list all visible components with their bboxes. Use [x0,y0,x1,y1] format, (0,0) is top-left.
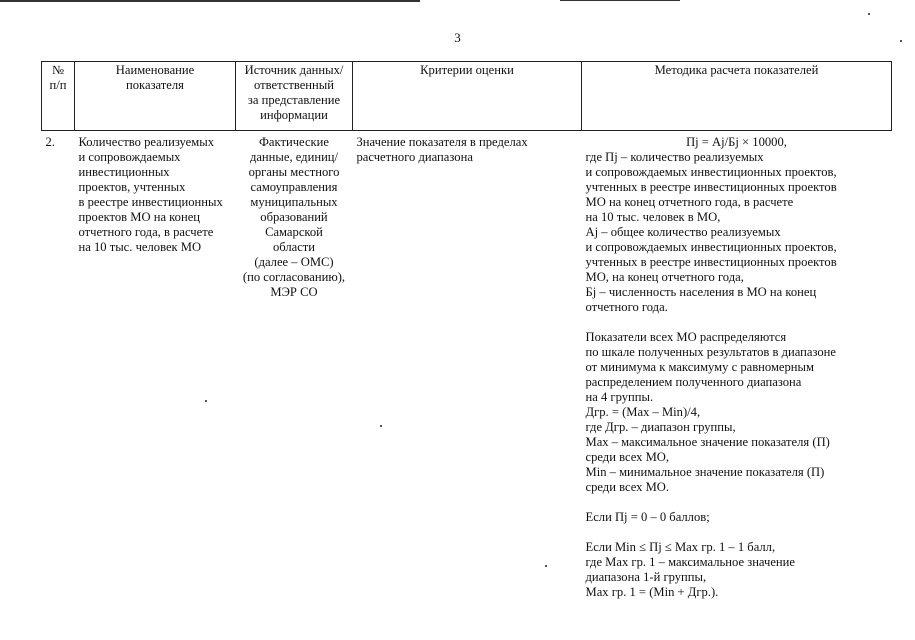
paragraph-gap [586,315,888,330]
data-source-cell [236,131,353,602]
header-line: Критерии оценки [420,63,514,77]
scan-edge-line [0,0,420,2]
header-source [236,62,353,131]
method-line: на 10 тыс. человек в МО, [585,210,721,224]
method-line: Если Min ≤ Пj ≤ Max гр. 1 – 1 балл, [585,540,776,554]
scan-speck [868,13,870,15]
method-line: Если Пj = 0 – 0 баллов; [585,510,710,524]
header-line: информации [260,108,328,122]
method-cell [582,131,892,602]
method-line: где Дгр. – диапазон группы, [585,420,736,434]
data-source-line: данные, единиц/ [249,150,339,164]
header-line: показателя [126,78,184,92]
table-header-row [42,62,892,131]
method-line: по шкале полученных результатов в диапазоне [585,345,837,359]
method-formula: Пj = Аj/Бj × 10000, [686,135,787,149]
method-line: от минимума к максимуму с равномерным [585,360,814,374]
data-source-line: органы местного [248,165,340,179]
criteria-cell [353,131,582,602]
indicator-name-line: и сопровождаемых [78,150,181,164]
header-line: № [51,63,65,77]
method-line: Дгр. = (Max – Min)/4, [585,405,701,419]
header-line: ответственный [254,78,334,92]
indicator-name-cell [75,131,236,602]
header-line: Источник данных/ [244,63,344,77]
header-line: п/п [49,78,67,92]
method-line: распределением полученного диапазона [585,375,802,389]
data-source-line: муниципальных [250,195,338,209]
data-source-line: МЭР СО [270,285,318,299]
row-number: 2. [45,135,55,149]
method-line: среди всех МО, [585,450,670,464]
method-line: учтенных в реестре инвестиционных проектов [585,180,837,194]
data-source-line: Фактические [258,135,329,149]
method-line: МО на конец отчетного года, в расчете [585,195,794,209]
method-line: МО, на конец отчетного года, [585,270,744,284]
criteria-line: расчетного диапазона [356,150,473,164]
method-line: Max – максимальное значение показателя (П) [585,435,830,449]
method-line: среди всех МО. [585,480,670,494]
method-line: Бj – численность населения в МО на конец [585,285,817,299]
method-line: Min – минимальное значение показателя (П) [585,465,825,479]
method-line: отчетного года. [585,300,668,314]
criteria-line: Значение показателя в пределах [356,135,528,149]
indicator-name-line: проектов, учтенных [78,180,186,194]
method-line: где Max гр. 1 – максимальное значение [585,555,796,569]
data-source-line: (по согласованию), [242,270,346,284]
header-method [582,62,892,131]
data-source-line: образований [260,210,328,224]
method-line: на 4 группы. [585,390,654,404]
indicator-name-line: инвестиционных [78,165,170,179]
method-line: учтенных в реестре инвестиционных проектов [585,255,837,269]
method-line: Аj – общее количество реализуемых [585,225,781,239]
paragraph-gap [586,525,888,540]
data-source-line: самоуправления [250,180,338,194]
method-line: и сопровождаемых инвестиционных проектов, [585,165,837,179]
header-line: Методика расчета показателей [654,63,819,77]
method-line: где Пj – количество реализуемых [585,150,764,164]
header-line: за представление [247,93,341,107]
page-number: 3 [454,30,461,45]
method-line: диапазона 1-й группы, [585,570,707,584]
scan-edge-line [560,0,680,1]
data-source-line: области [272,240,316,254]
data-source-line: (далее – ОМС) [254,255,334,269]
table-row [42,131,892,602]
paragraph-gap [586,495,888,510]
method-line: и сопровождаемых инвестиционных проектов, [585,240,837,254]
indicator-name-line: в реестре инвестиционных [78,195,223,209]
indicator-table [41,61,892,601]
header-name [75,62,236,131]
data-source-line: Самарской [265,225,323,239]
indicator-name-line: на 10 тыс. человек МО [78,240,202,254]
method-line: Показатели всех МО распределяются [585,330,787,344]
header-criteria [353,62,582,131]
indicator-name-line: отчетного года, в расчете [78,225,214,239]
header-number [42,62,75,131]
method-line: Max гр. 1 = (Min + Дгр.). [585,585,719,599]
indicator-name-line: Количество реализуемых [78,135,214,149]
header-line: Наименование [115,63,195,77]
indicator-name-line: проектов МО на конец [78,210,201,224]
